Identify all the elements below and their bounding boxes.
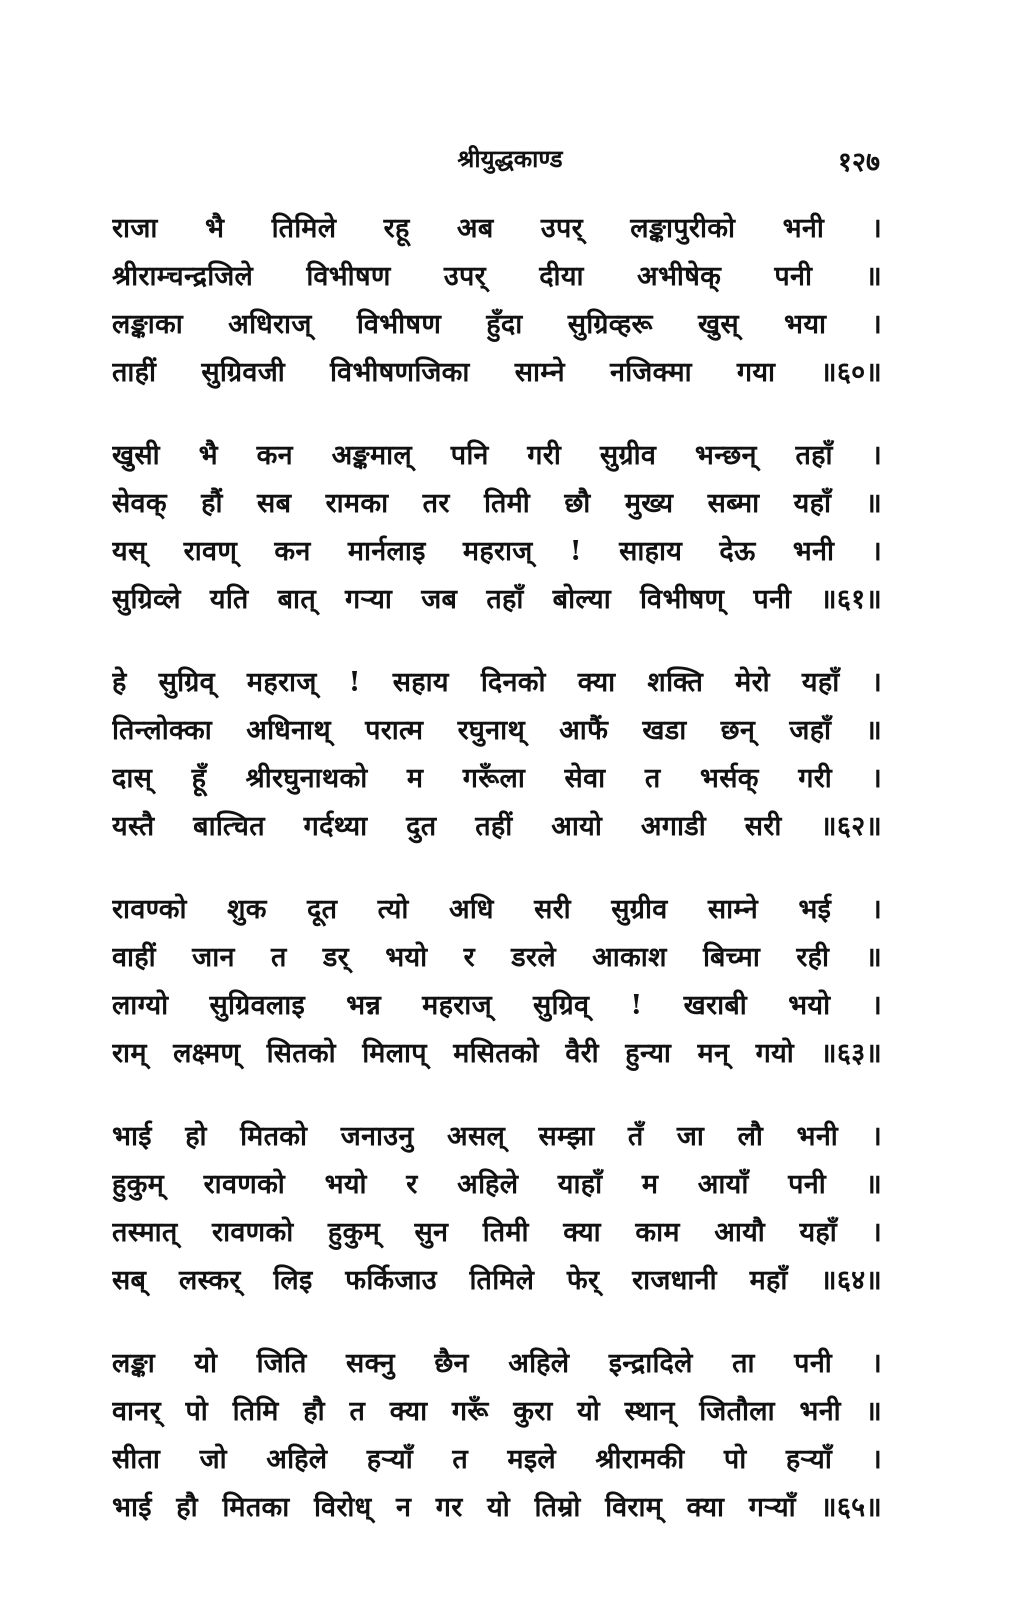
verse-line: वाहीं जान त डर् भयो र डरले आकाश बिच्मा रही ॥ — [112, 942, 882, 973]
verse-line: सब् लस्कर् लिइ फर्किजाउ तिमिले फेर् राजधानी महाँ ॥६४॥ — [112, 1265, 882, 1296]
running-header — [0, 142, 1024, 182]
stanza-60 — [112, 205, 882, 397]
verse-line: हुकुम् रावणको भयो र अहिले याहाँ म आयाँ पनी ॥ — [112, 1169, 882, 1200]
running-title: श्रीयुद्धकाण्ड — [457, 144, 563, 173]
verse-line: यस् रावण् कन मार्नलाइ महराज् ! साहाय देऊ भनी । — [112, 536, 882, 567]
verse-line: यस्तै बात्चित गर्दथ्या दुत तहीं आयो अगाडी सरी ॥६२॥ — [112, 811, 882, 842]
verse-line: भाई हौ मितका विरोध् न गर यो तिम्रो विराम् क्या गऱ्याँ ॥६५॥ — [112, 1492, 882, 1523]
stanza-61 — [112, 432, 882, 624]
stanza-65 — [112, 1340, 882, 1532]
verse-line: सेवक् हौं सब रामका तर तिमी छौ मुख्य सब्मा यहाँ ॥ — [112, 488, 882, 519]
verse-line: तिन्लोक्का अधिनाथ् परात्म रघुनाथ् आफैं खडा छन् जहाँ ॥ — [112, 715, 882, 746]
verse-line: भाई हो मितको जनाउनु असल् सम्झा तँ जा लौ भनी । — [112, 1121, 882, 1152]
verse-line: ताहीं सुग्रिवजी विभीषणजिका साम्ने नजिक्मा गया ॥६०॥ — [112, 357, 882, 388]
verse-line: लङ्का यो जिति सक्नु छैन अहिले इन्द्रादिले ता पनी । — [112, 1348, 882, 1379]
verse-line: राजा भै तिमिले रहू अब उपर् लङ्कापुरीको भनी । — [112, 213, 882, 244]
verse-line: वानर् पो तिमि हौ त क्या गरूँ कुरा यो स्थान् जितौला भनी ॥ — [112, 1396, 882, 1427]
verse-line: हे सुग्रिव् महराज् ! सहाय दिनको क्या शक्ति मेरो यहाँ । — [112, 667, 882, 698]
stanza-62 — [112, 659, 882, 851]
page-number: १२७ — [837, 147, 880, 178]
stanza-64 — [112, 1113, 882, 1305]
verse-line: लङ्काका अधिराज् विभीषण हुँदा सुग्रिव्हरू खुस् भया । — [112, 309, 882, 340]
verse-line: श्रीराम्चन्द्रजिले विभीषण उपर् दीया अभीषेक् पनी ॥ — [112, 261, 882, 292]
stanza-63 — [112, 886, 882, 1078]
verse-line: सुग्रिव्ले यति बात् गऱ्या जब तहाँ बोल्या विभीषण् पनी ॥६१॥ — [112, 584, 882, 615]
verse-line: सीता जो अहिले हऱ्याँ त मइले श्रीरामकी पो हऱ्याँ । — [112, 1444, 882, 1475]
verse-line: राम् लक्ष्मण् सितको मिलाप् मसितको वैरी हुन्या मन् गयो ॥६३॥ — [112, 1038, 882, 1069]
verse-line: रावण्को शुक दूत त्यो अधि सरी सुग्रीव साम्ने भई । — [112, 894, 882, 925]
verse-line: खुसी भै कन अङ्कमाल् पनि गरी सुग्रीव भन्छन् तहाँ । — [112, 440, 882, 471]
verse-line: दास् हूँ श्रीरघुनाथको म गरूँला सेवा त भर्सक् गरी । — [112, 763, 882, 794]
verse-line: तस्मात् रावणको हुकुम् सुन तिमी क्या काम आयौ यहाँ । — [112, 1217, 882, 1248]
verse-line: लाग्यो सुग्रिवलाइ भन्न महराज् सुग्रिव् ! खराबी भयो । — [112, 990, 882, 1021]
verse-body — [112, 205, 882, 1567]
